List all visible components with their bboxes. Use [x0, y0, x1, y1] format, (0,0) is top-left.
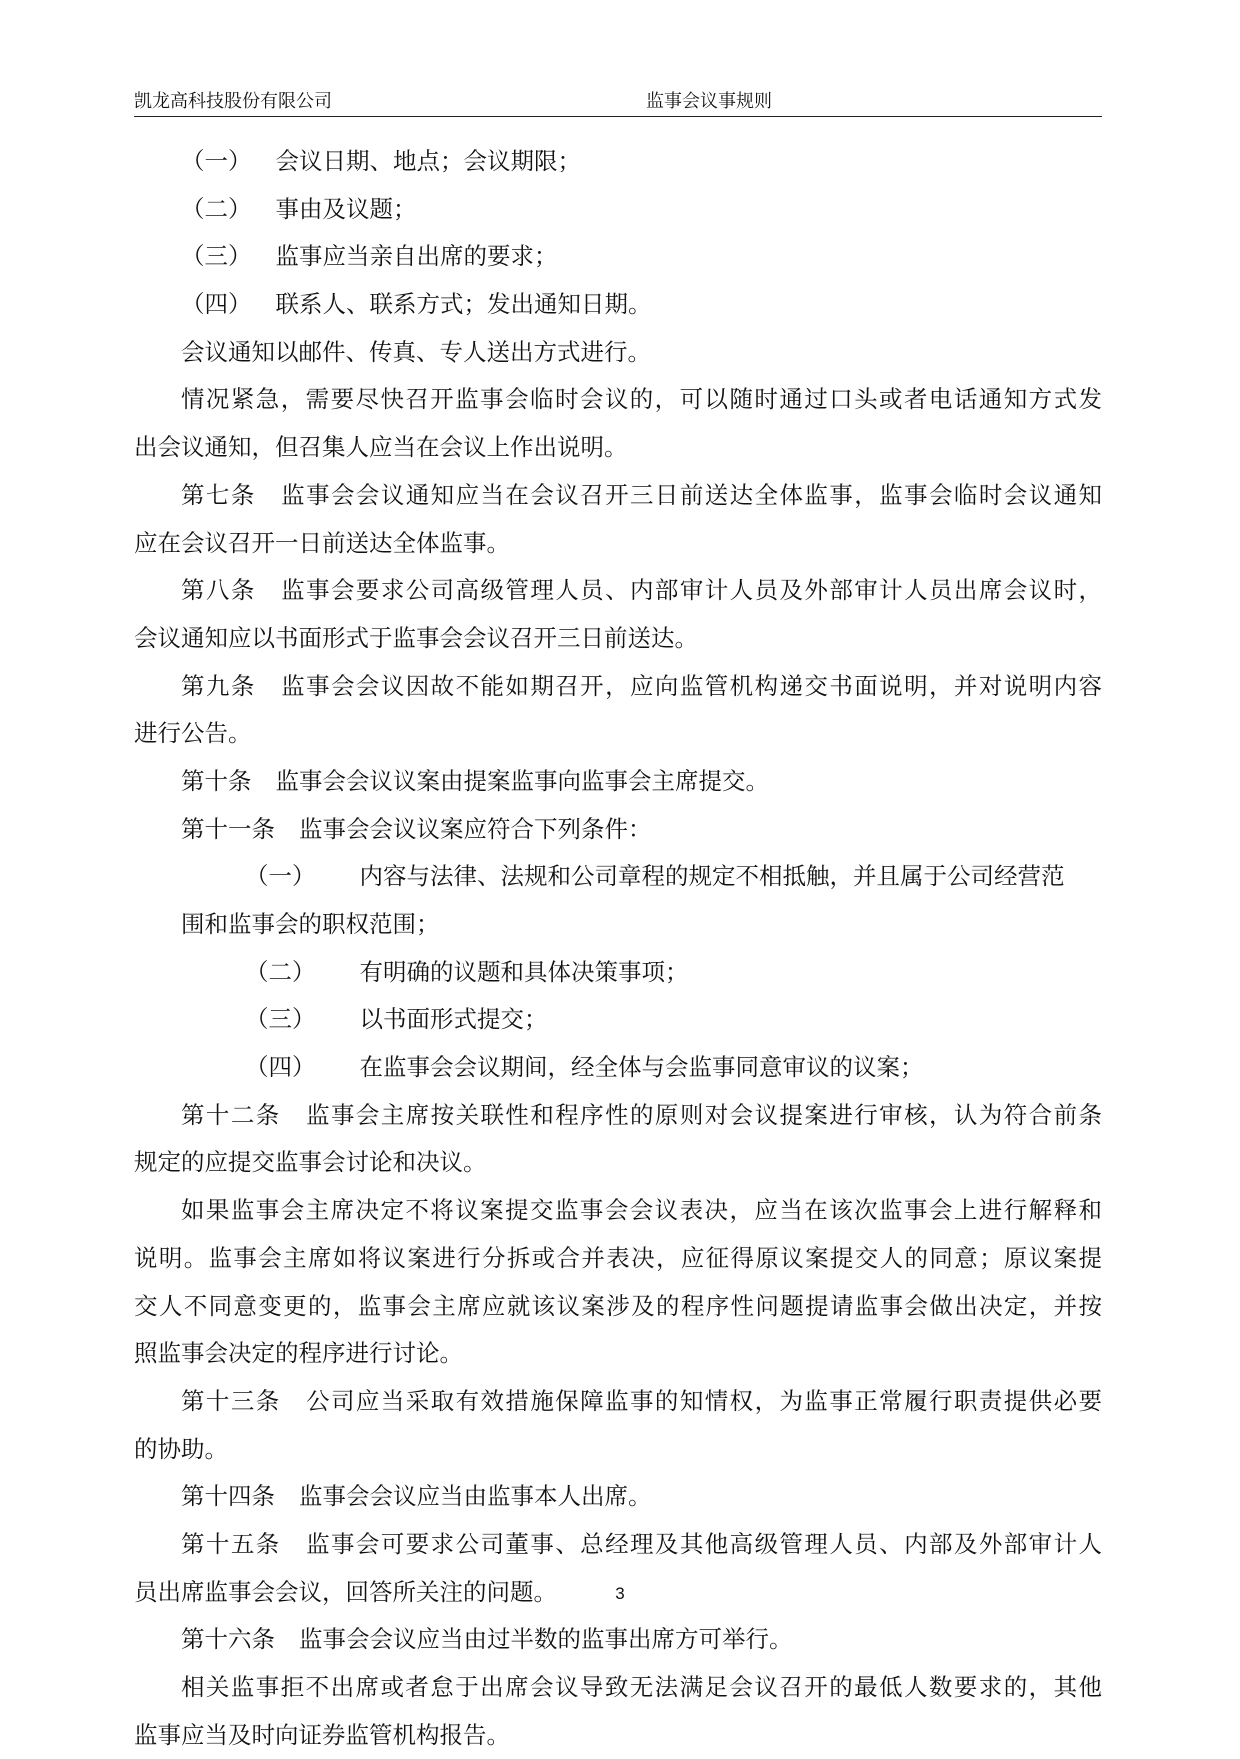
document-body [134, 138, 1102, 1759]
paragraph-line: 规定的应提交监事会讨论和决议。 [134, 1148, 487, 1177]
paragraph-line: 出会议通知，但召集人应当在会议上作出说明。 [134, 433, 628, 462]
paragraph-line: 的协助。 [134, 1434, 228, 1463]
paragraph-line: 如果监事会主席决定不将议案提交监事会会议表决，应当在该次监事会上进行解释和 [181, 1196, 1102, 1225]
article-text: 监事会会议通知应当在会议召开三日前送达全体监事，监事会临时会议通知 [279, 480, 1102, 509]
condition-item [134, 949, 1102, 997]
page-number: 3 [615, 1584, 625, 1603]
item-text: 有明确的议题和具体决策事项； [359, 957, 689, 986]
article-7 [134, 472, 1102, 520]
item-text: 事由及议题； [275, 194, 417, 223]
header-doc-title: 监事会议事规则 [646, 91, 772, 112]
condition-item [134, 853, 1102, 901]
article-number: 第十条 [181, 766, 252, 795]
article-number: 第十三条 [181, 1386, 281, 1415]
paragraph-line: 情况紧急，需要尽快召开监事会临时会议的，可以随时通过口头或者电话通知方式发 [181, 385, 1102, 414]
article-14 [134, 1473, 1102, 1521]
paragraph-line: 围和监事会的职权范围； [181, 910, 440, 938]
article-number: 第十五条 [181, 1529, 281, 1558]
paragraph-line: 说明。监事会主席如将议案进行分拆或合并表决，应征得原议案提交人的同意；原议案提 [134, 1243, 1102, 1272]
item-text: 联系人、联系方式；发出通知日期。 [275, 290, 652, 319]
article-11 [134, 806, 1102, 854]
item-number: （四） [181, 290, 252, 319]
item-number: （三） [181, 242, 252, 271]
article-number: 第十一条 [181, 814, 275, 843]
article-15 [134, 1521, 1102, 1569]
notice-item [134, 186, 1102, 234]
article-text: 监事会会议议案由提案监事向监事会主席提交。 [275, 766, 769, 795]
article-text: 监事会可要求公司董事、总经理及其他高级管理人员、内部及外部审计人 [304, 1529, 1103, 1558]
condition-item [134, 996, 1102, 1044]
notice-item [134, 233, 1102, 281]
article-number: 第十六条 [181, 1625, 275, 1654]
page-header [134, 92, 1102, 117]
article-10 [134, 758, 1102, 806]
paragraph-line: 员出席监事会会议，回答所关注的问题。 [134, 1577, 557, 1606]
item-text: 监事应当亲自出席的要求； [275, 242, 558, 271]
article-16 [134, 1616, 1102, 1664]
item-number: （二） [245, 957, 316, 986]
paragraph-line: 照监事会决定的程序进行讨论。 [134, 1339, 463, 1368]
item-text: 在监事会会议期间，经全体与会监事同意审议的议案； [359, 1053, 924, 1082]
article-12 [134, 1092, 1102, 1140]
item-text: 以书面形式提交； [359, 1005, 548, 1034]
paragraph-line: 交人不同意变更的，监事会主席应就该议案涉及的程序性问题提请监事会做出决定，并按 [134, 1291, 1102, 1320]
item-number: （二） [181, 194, 252, 223]
item-text: 会议日期、地点；会议期限； [275, 147, 581, 175]
paragraph-line: 监事应当及时向证券监管机构报告。 [134, 1720, 510, 1749]
item-number: （三） [245, 1005, 316, 1034]
paragraph-line: 相关监事拒不出席或者怠于出席会议导致无法满足会议召开的最低人数要求的，其他 [181, 1673, 1102, 1701]
item-number: （一） [245, 862, 316, 891]
article-13 [134, 1378, 1102, 1426]
header-company: 凯龙高科技股份有限公司 [134, 91, 332, 112]
article-number: 第七条 [181, 480, 256, 509]
notice-item [134, 138, 1102, 186]
item-number: （一） [181, 147, 252, 175]
paragraph-line: 应在会议召开一日前送达全体监事。 [134, 528, 510, 557]
article-text: 监事会要求公司高级管理人员、内部审计人员及外部审计人员出席会议时， [279, 576, 1102, 605]
article-number: 第十四条 [181, 1482, 275, 1511]
paragraph-line: 会议通知以邮件、传真、专人送出方式进行。 [181, 337, 651, 366]
article-number: 第八条 [181, 576, 256, 605]
article-text: 公司应当采取有效措施保障监事的知情权，为监事正常履行职责提供必要 [304, 1386, 1103, 1415]
article-text: 监事会主席按关联性和程序性的原则对会议提案进行审核，认为符合前条 [304, 1100, 1103, 1129]
article-number: 第十二条 [181, 1100, 281, 1129]
notice-item [134, 281, 1102, 329]
article-9 [134, 663, 1102, 711]
item-number: （四） [245, 1053, 316, 1082]
article-text: 监事会会议议案应符合下列条件： [299, 814, 652, 843]
item-text: 内容与法律、法规和公司章程的规定不相抵触，并且属于公司经营范 [359, 862, 1065, 891]
article-number: 第九条 [181, 671, 256, 700]
article-text: 监事会会议应当由过半数的监事出席方可举行。 [299, 1625, 793, 1654]
condition-item [134, 1044, 1102, 1092]
article-text: 监事会会议因故不能如期召开，应向监管机构递交书面说明，并对说明内容 [279, 671, 1102, 700]
article-text: 监事会会议应当由监事本人出席。 [299, 1482, 652, 1511]
paragraph-line: 会议通知应以书面形式于监事会会议召开三日前送达。 [134, 623, 698, 652]
paragraph-line: 进行公告。 [134, 719, 252, 748]
article-8 [134, 567, 1102, 615]
